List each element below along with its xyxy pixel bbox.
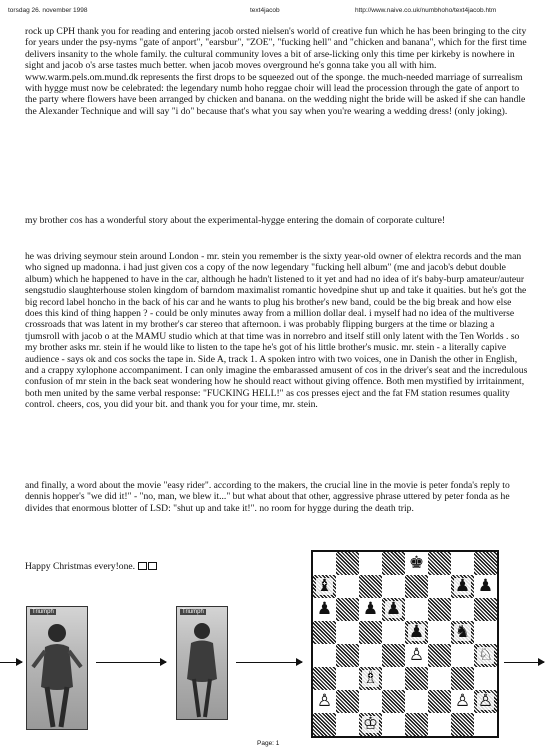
chess-square: [451, 552, 474, 575]
chess-square: [405, 690, 428, 713]
chess-piece-icon: ♟: [454, 576, 471, 596]
chess-square: [313, 575, 336, 598]
square-glyph-icon: [148, 562, 157, 570]
chess-square: [336, 713, 359, 736]
chess-square: [336, 552, 359, 575]
print-url: http://www.naive.co.uk/numbhoho/text4jacob.htm: [355, 7, 497, 14]
chess-piece-icon: ♟: [477, 576, 494, 596]
chess-square: [451, 644, 474, 667]
chess-square: [382, 667, 405, 690]
chess-square: [382, 552, 405, 575]
paragraph-intro: rock up CPH thank you for reading and entering jacob orsted nielsen's world of creative fun which he has been bringing to the city for years under the psy-nyms "gate of anport", "earsbur", "ZOE", "fucking hell" and "chicken and banana", which for the first time delivers insanity to the whole family. the cultural community loves a bit of arse-licking only this time per kirkeby is nowhere in sight and jacob o's arse tastes much better. when jacob moves overground he's gonna take you all with him. www.warm.pels.om.mund.dk represents the first drops to be squeezed out of the sponge. the much-needed marriage of surrealism with hygge must now be celebrated: the legendary numb hoho reggae choir will lead the procession through the gate of anport to the party where flowers have been arranged by chicken and banana. on the wedding night the bride will be asked if she can handle the Alexander Technique and will say "i do" because that's what you say when you're wearing a wedding dress! (only joking).: [25, 26, 527, 117]
chess-square: [359, 575, 382, 598]
chess-square: [428, 575, 451, 598]
chess-square: [336, 575, 359, 598]
chess-piece-icon: ♝: [316, 576, 333, 596]
arrow-right-icon: [96, 662, 166, 663]
chess-square: [405, 667, 428, 690]
chess-square: [451, 621, 474, 644]
paragraph-easy-rider: and finally, a word about the movie "easy rider". according to the makers, the crucial line in the movie is peter fonda's reply to dennis hopper's "we did it!" - "no, man, we blew it..." but what about that other, aggressive phrase uttered by peter fonda as he divides that enormous blotter of LSD: "shut up and take it!". no room for hygge during the death trip.: [25, 480, 510, 514]
chess-square: [359, 644, 382, 667]
chess-square: [474, 552, 497, 575]
chess-square: [428, 552, 451, 575]
chess-square: [474, 667, 497, 690]
photo-left: [26, 606, 88, 730]
chess-piece-icon: ♙: [477, 691, 494, 711]
chess-square: [313, 552, 336, 575]
chess-square: [405, 575, 428, 598]
print-date: torsdag 26. november 1998: [8, 7, 88, 14]
chess-square: [382, 575, 405, 598]
chess-square: [451, 690, 474, 713]
chess-square: [474, 598, 497, 621]
chess-piece-icon: ♞: [454, 622, 471, 642]
chess-square: [428, 690, 451, 713]
chess-square: [336, 667, 359, 690]
chess-square: [359, 621, 382, 644]
arrow-right-icon: [236, 662, 302, 663]
chess-piece-icon: ♙: [408, 645, 425, 665]
chess-square: [313, 667, 336, 690]
chess-square: [451, 667, 474, 690]
chess-square: [428, 667, 451, 690]
chess-square: [336, 644, 359, 667]
chess-piece-icon: ♘: [477, 645, 494, 665]
chess-piece-icon: ♗: [362, 668, 379, 688]
chess-square: [313, 690, 336, 713]
paragraph-seymour-stein: he was driving seymour stein around London - mr. stein you remember is the sixty year-old owner of elektra records and the man who signed up madonna. i had just given cos a copy of the now legendary "fucking hell album" (me and jacob's debut double album) which he happened to have in the car, although he hadn't listened to it yet and had no idea of it's baby-burp amateur/auteur sengstudio slaughterhouse stolen kingdom of barndom maximalist romantic hovedpine shut up and take it quaities. but he's got the big record label honcho in the back of his car and he wants to plug his brother's new band, could be the big break and how else does this kind of thing happen ? - could be only minutes away from a million dollar deal. i myself had no idea of the multiverse crossroads that was latent in my brother's car stereo that afternoon. i was probably flipping burgers at the time or blazing a tjumsroll with jacob o at the MAMU studio which at that time was in norrebro and itself still only latent with the Ten Worlds . so my brother asks mr. stein if he would like to listen to the tape he's got of his little brother's music. mr. stein - a literally capive audience - says ok and cos socks the tape in. Side A, track 1. A spoken intro with two voices, one in Danish the other in English, and a crappy xylophone accompaniment. I can only imagine the embarassed amusent of cos in the driver's seat and the incredulous confusion of mr stein in the back seat wondering how he should react without giving offence. Both men mystified by irritainment, both men united by the same verbal response: "FUCKING HELL!" as cos presses eject and the fat FM station resumes quality control. cheers, cos, you did your bit. and thank you for your time, mr. stein.: [25, 251, 528, 411]
chess-square: [451, 713, 474, 736]
chess-square: [405, 644, 428, 667]
greeting-text: Happy Christmas every!one.: [25, 561, 136, 572]
chess-square: [451, 598, 474, 621]
chess-square: [382, 598, 405, 621]
chess-square: [428, 713, 451, 736]
chess-square: [336, 621, 359, 644]
photo-right: [176, 606, 228, 720]
chess-square: [405, 598, 428, 621]
chess-square: [474, 644, 497, 667]
chess-piece-icon: ♟: [362, 599, 379, 619]
chess-square: [382, 621, 405, 644]
chess-square: [359, 667, 382, 690]
chess-square: [336, 598, 359, 621]
christmas-greeting: [25, 561, 157, 572]
chess-piece-icon: ♟: [316, 599, 333, 619]
figure-silhouette-icon: [177, 607, 227, 719]
arrow-right-icon: [0, 662, 22, 663]
chess-piece-icon: ♙: [316, 691, 333, 711]
chess-square: [474, 621, 497, 644]
chess-square: [405, 552, 428, 575]
chess-square: [313, 644, 336, 667]
chess-square: [428, 621, 451, 644]
chess-square: [359, 713, 382, 736]
chess-piece-icon: ♟: [408, 622, 425, 642]
square-glyph-icon: [138, 562, 147, 570]
chess-square: [359, 690, 382, 713]
chess-square: [382, 644, 405, 667]
chess-square: [474, 690, 497, 713]
arrow-right-icon: [504, 662, 544, 663]
photo-brand-label: Triumph: [32, 609, 54, 615]
chess-square: [359, 598, 382, 621]
chess-square: [313, 621, 336, 644]
chess-piece-icon: ♚: [408, 553, 425, 573]
chess-board: [311, 550, 499, 738]
chess-piece-icon: ♟: [385, 599, 402, 619]
chess-square: [451, 575, 474, 598]
chess-square: [428, 598, 451, 621]
chess-square: [382, 713, 405, 736]
chess-square: [359, 552, 382, 575]
print-title: text4jacob: [250, 7, 280, 14]
chess-square: [313, 598, 336, 621]
figure-silhouette-icon: [27, 607, 87, 729]
chess-square: [405, 713, 428, 736]
chess-square: [313, 713, 336, 736]
chess-square: [405, 621, 428, 644]
chess-square: [474, 575, 497, 598]
chess-square: [474, 713, 497, 736]
paragraph-brother-cos: my brother cos has a wonderful story about the experimental-hygge entering the domain of corporate culture!: [25, 215, 446, 226]
chess-square: [428, 644, 451, 667]
chess-piece-icon: ♙: [454, 691, 471, 711]
chess-square: [382, 690, 405, 713]
page-number: Page: 1: [257, 740, 280, 747]
photo-brand-label: Triumph: [182, 609, 204, 615]
chess-piece-icon: ♔: [362, 714, 379, 734]
chess-square: [336, 690, 359, 713]
